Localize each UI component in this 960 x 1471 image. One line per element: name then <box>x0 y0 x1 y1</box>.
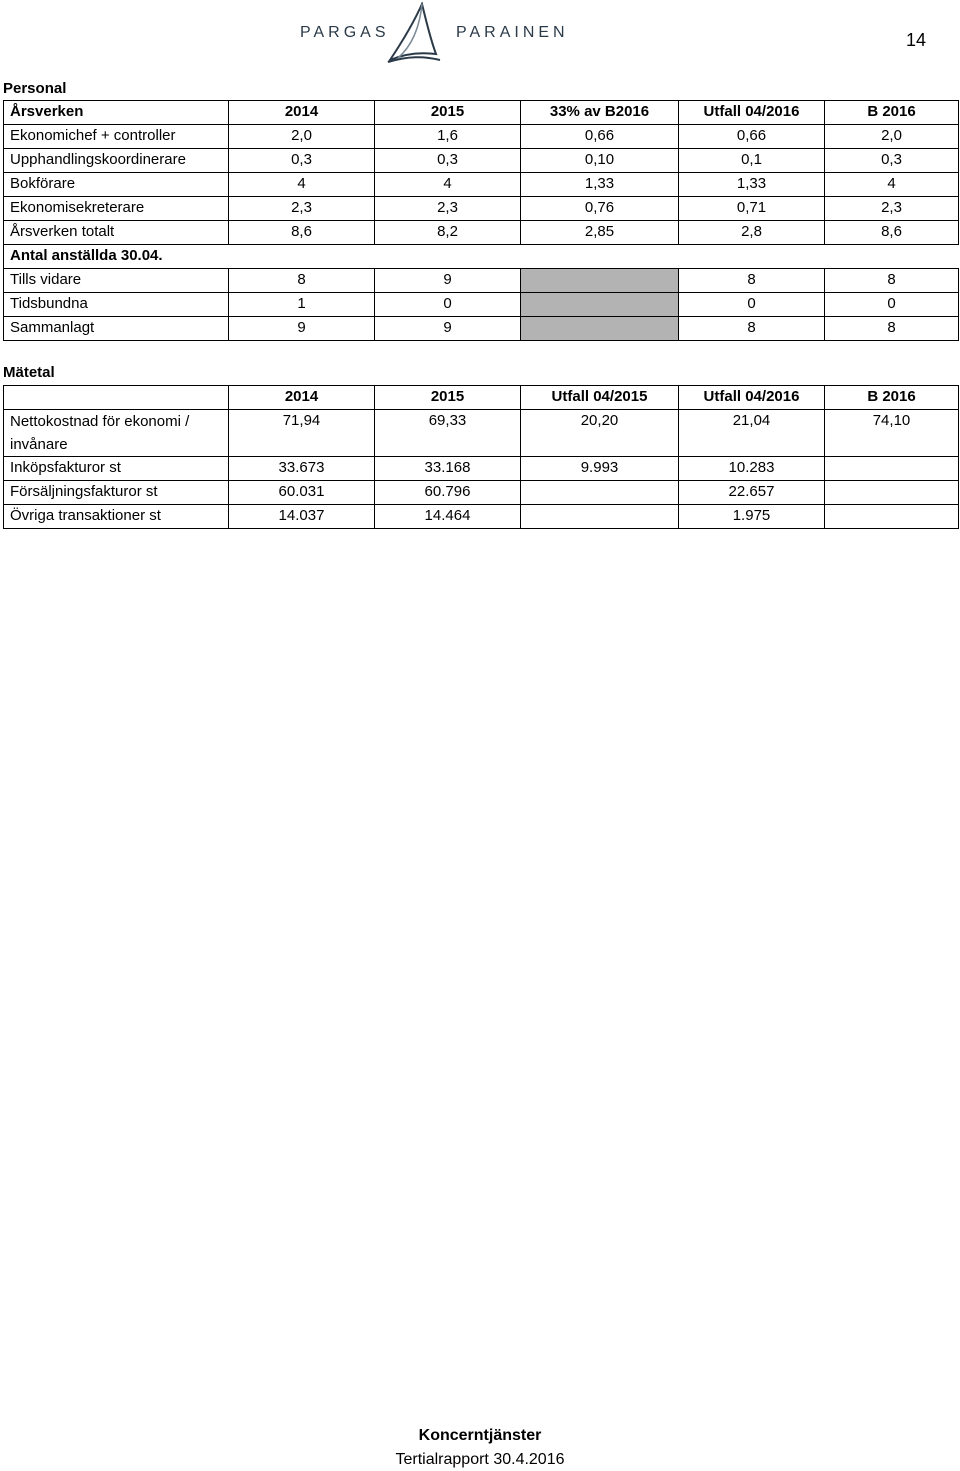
table-cell: 8 <box>679 269 825 293</box>
table-cell: 0,3 <box>825 149 959 173</box>
table-cell: 60.031 <box>229 481 375 505</box>
table-cell: 8,6 <box>229 221 375 245</box>
table-cell: 2,0 <box>825 125 959 149</box>
table-cell: 2,3 <box>375 197 521 221</box>
table-cell: 71,94 <box>229 410 375 457</box>
sail-logo-icon <box>384 2 444 64</box>
table-header-cell: Utfall 04/2016 <box>679 101 825 125</box>
table-row <box>4 505 959 529</box>
logo-text-pargas: PARGAS <box>300 24 390 41</box>
table-cell: 0 <box>679 293 825 317</box>
table-cell <box>825 457 959 481</box>
table-cell <box>521 505 679 529</box>
table-cell: 1,33 <box>521 173 679 197</box>
table-row <box>4 481 959 505</box>
section-title-matetal: Mätetal <box>3 364 55 381</box>
table-header-cell: 33% av B2016 <box>521 101 679 125</box>
table-cell: 0,1 <box>679 149 825 173</box>
table-cell: 8 <box>825 269 959 293</box>
table-cell: 0,76 <box>521 197 679 221</box>
table-cell: 0,66 <box>679 125 825 149</box>
matetal-table <box>3 385 959 529</box>
table-subheader-cell: Antal anställda 30.04. <box>4 245 959 269</box>
table-cell: Upphandlingskoordinerare <box>4 149 229 173</box>
table-cell: 2,0 <box>229 125 375 149</box>
table-cell: Övriga transaktioner st <box>4 505 229 529</box>
table-header-cell: B 2016 <box>825 386 959 410</box>
table-cell: 33.673 <box>229 457 375 481</box>
table-cell: 0,10 <box>521 149 679 173</box>
table-cell: 4 <box>375 173 521 197</box>
table-cell: Årsverken totalt <box>4 221 229 245</box>
table-cell: 2,85 <box>521 221 679 245</box>
table-row <box>4 457 959 481</box>
table-cell: Sammanlagt <box>4 317 229 341</box>
table-header-cell: Utfall 04/2016 <box>679 386 825 410</box>
table-row <box>4 293 959 317</box>
table-cell: Inköpsfakturor st <box>4 457 229 481</box>
table-row <box>4 149 959 173</box>
table-cell: Bokförare <box>4 173 229 197</box>
table-cell: 1,6 <box>375 125 521 149</box>
table-cell: 9 <box>375 269 521 293</box>
table-cell: 9 <box>375 317 521 341</box>
table-header-cell <box>4 386 229 410</box>
table-cell: 14.464 <box>375 505 521 529</box>
table-header-row <box>4 386 959 410</box>
table-cell: 2,8 <box>679 221 825 245</box>
table-cell: 8 <box>229 269 375 293</box>
table-cell: 0,3 <box>375 149 521 173</box>
table-cell: 14.037 <box>229 505 375 529</box>
table-cell: 4 <box>825 173 959 197</box>
personal-table <box>3 100 959 341</box>
footer-subtitle: Tertialrapport 30.4.2016 <box>395 1451 565 1468</box>
table-cell: 2,3 <box>229 197 375 221</box>
table-cell: 8,6 <box>825 221 959 245</box>
table-cell <box>825 505 959 529</box>
table-cell: Försäljningsfakturor st <box>4 481 229 505</box>
table-row <box>4 197 959 221</box>
footer-title: Koncerntjänster <box>418 1427 542 1444</box>
table-header-cell: B 2016 <box>825 101 959 125</box>
table-header-cell: Utfall 04/2015 <box>521 386 679 410</box>
table-cell: 2,3 <box>825 197 959 221</box>
table-cell: 0,71 <box>679 197 825 221</box>
page-header <box>0 0 960 70</box>
table-cell: 10.283 <box>679 457 825 481</box>
table-cell: 74,10 <box>825 410 959 457</box>
table-cell <box>521 481 679 505</box>
table-cell: 9 <box>229 317 375 341</box>
table-row <box>4 125 959 149</box>
table-cell: 33.168 <box>375 457 521 481</box>
table-cell: 20,20 <box>521 410 679 457</box>
table-cell: Tidsbundna <box>4 293 229 317</box>
table-cell-shaded <box>521 269 679 293</box>
table-cell: 9.993 <box>521 457 679 481</box>
table-subheader-row <box>4 245 959 269</box>
table-cell: Ekonomisekreterare <box>4 197 229 221</box>
table-cell-shaded <box>521 293 679 317</box>
table-cell: 8 <box>679 317 825 341</box>
table-cell: 1 <box>229 293 375 317</box>
table-row <box>4 410 959 457</box>
table-cell: 60.796 <box>375 481 521 505</box>
table-header-cell: 2014 <box>229 101 375 125</box>
table-row <box>4 269 959 293</box>
table-cell: 8 <box>825 317 959 341</box>
table-cell: 1,33 <box>679 173 825 197</box>
table-header-row <box>4 101 959 125</box>
table-row <box>4 173 959 197</box>
table-cell: 8,2 <box>375 221 521 245</box>
logo-text-parainen: PARAINEN <box>456 24 569 41</box>
table-cell: 21,04 <box>679 410 825 457</box>
table-header-cell: Årsverken <box>4 101 229 125</box>
table-cell: Tills vidare <box>4 269 229 293</box>
table-cell: 4 <box>229 173 375 197</box>
page-number: 14 <box>905 30 926 50</box>
table-cell <box>825 481 959 505</box>
section-title-personal: Personal <box>3 80 67 97</box>
table-header-cell: 2014 <box>229 386 375 410</box>
table-cell-shaded <box>521 317 679 341</box>
table-header-cell: 2015 <box>375 101 521 125</box>
table-cell: 0 <box>825 293 959 317</box>
table-cell: 0,66 <box>521 125 679 149</box>
table-row <box>4 221 959 245</box>
table-cell: 0,3 <box>229 149 375 173</box>
table-cell: Ekonomichef + controller <box>4 125 229 149</box>
table-row <box>4 317 959 341</box>
table-header-cell: 2015 <box>375 386 521 410</box>
table-cell: Nettokostnad för ekonomi / invånare <box>4 410 229 457</box>
table-cell: 22.657 <box>679 481 825 505</box>
table-cell: 0 <box>375 293 521 317</box>
table-cell: 1.975 <box>679 505 825 529</box>
table-cell: 69,33 <box>375 410 521 457</box>
